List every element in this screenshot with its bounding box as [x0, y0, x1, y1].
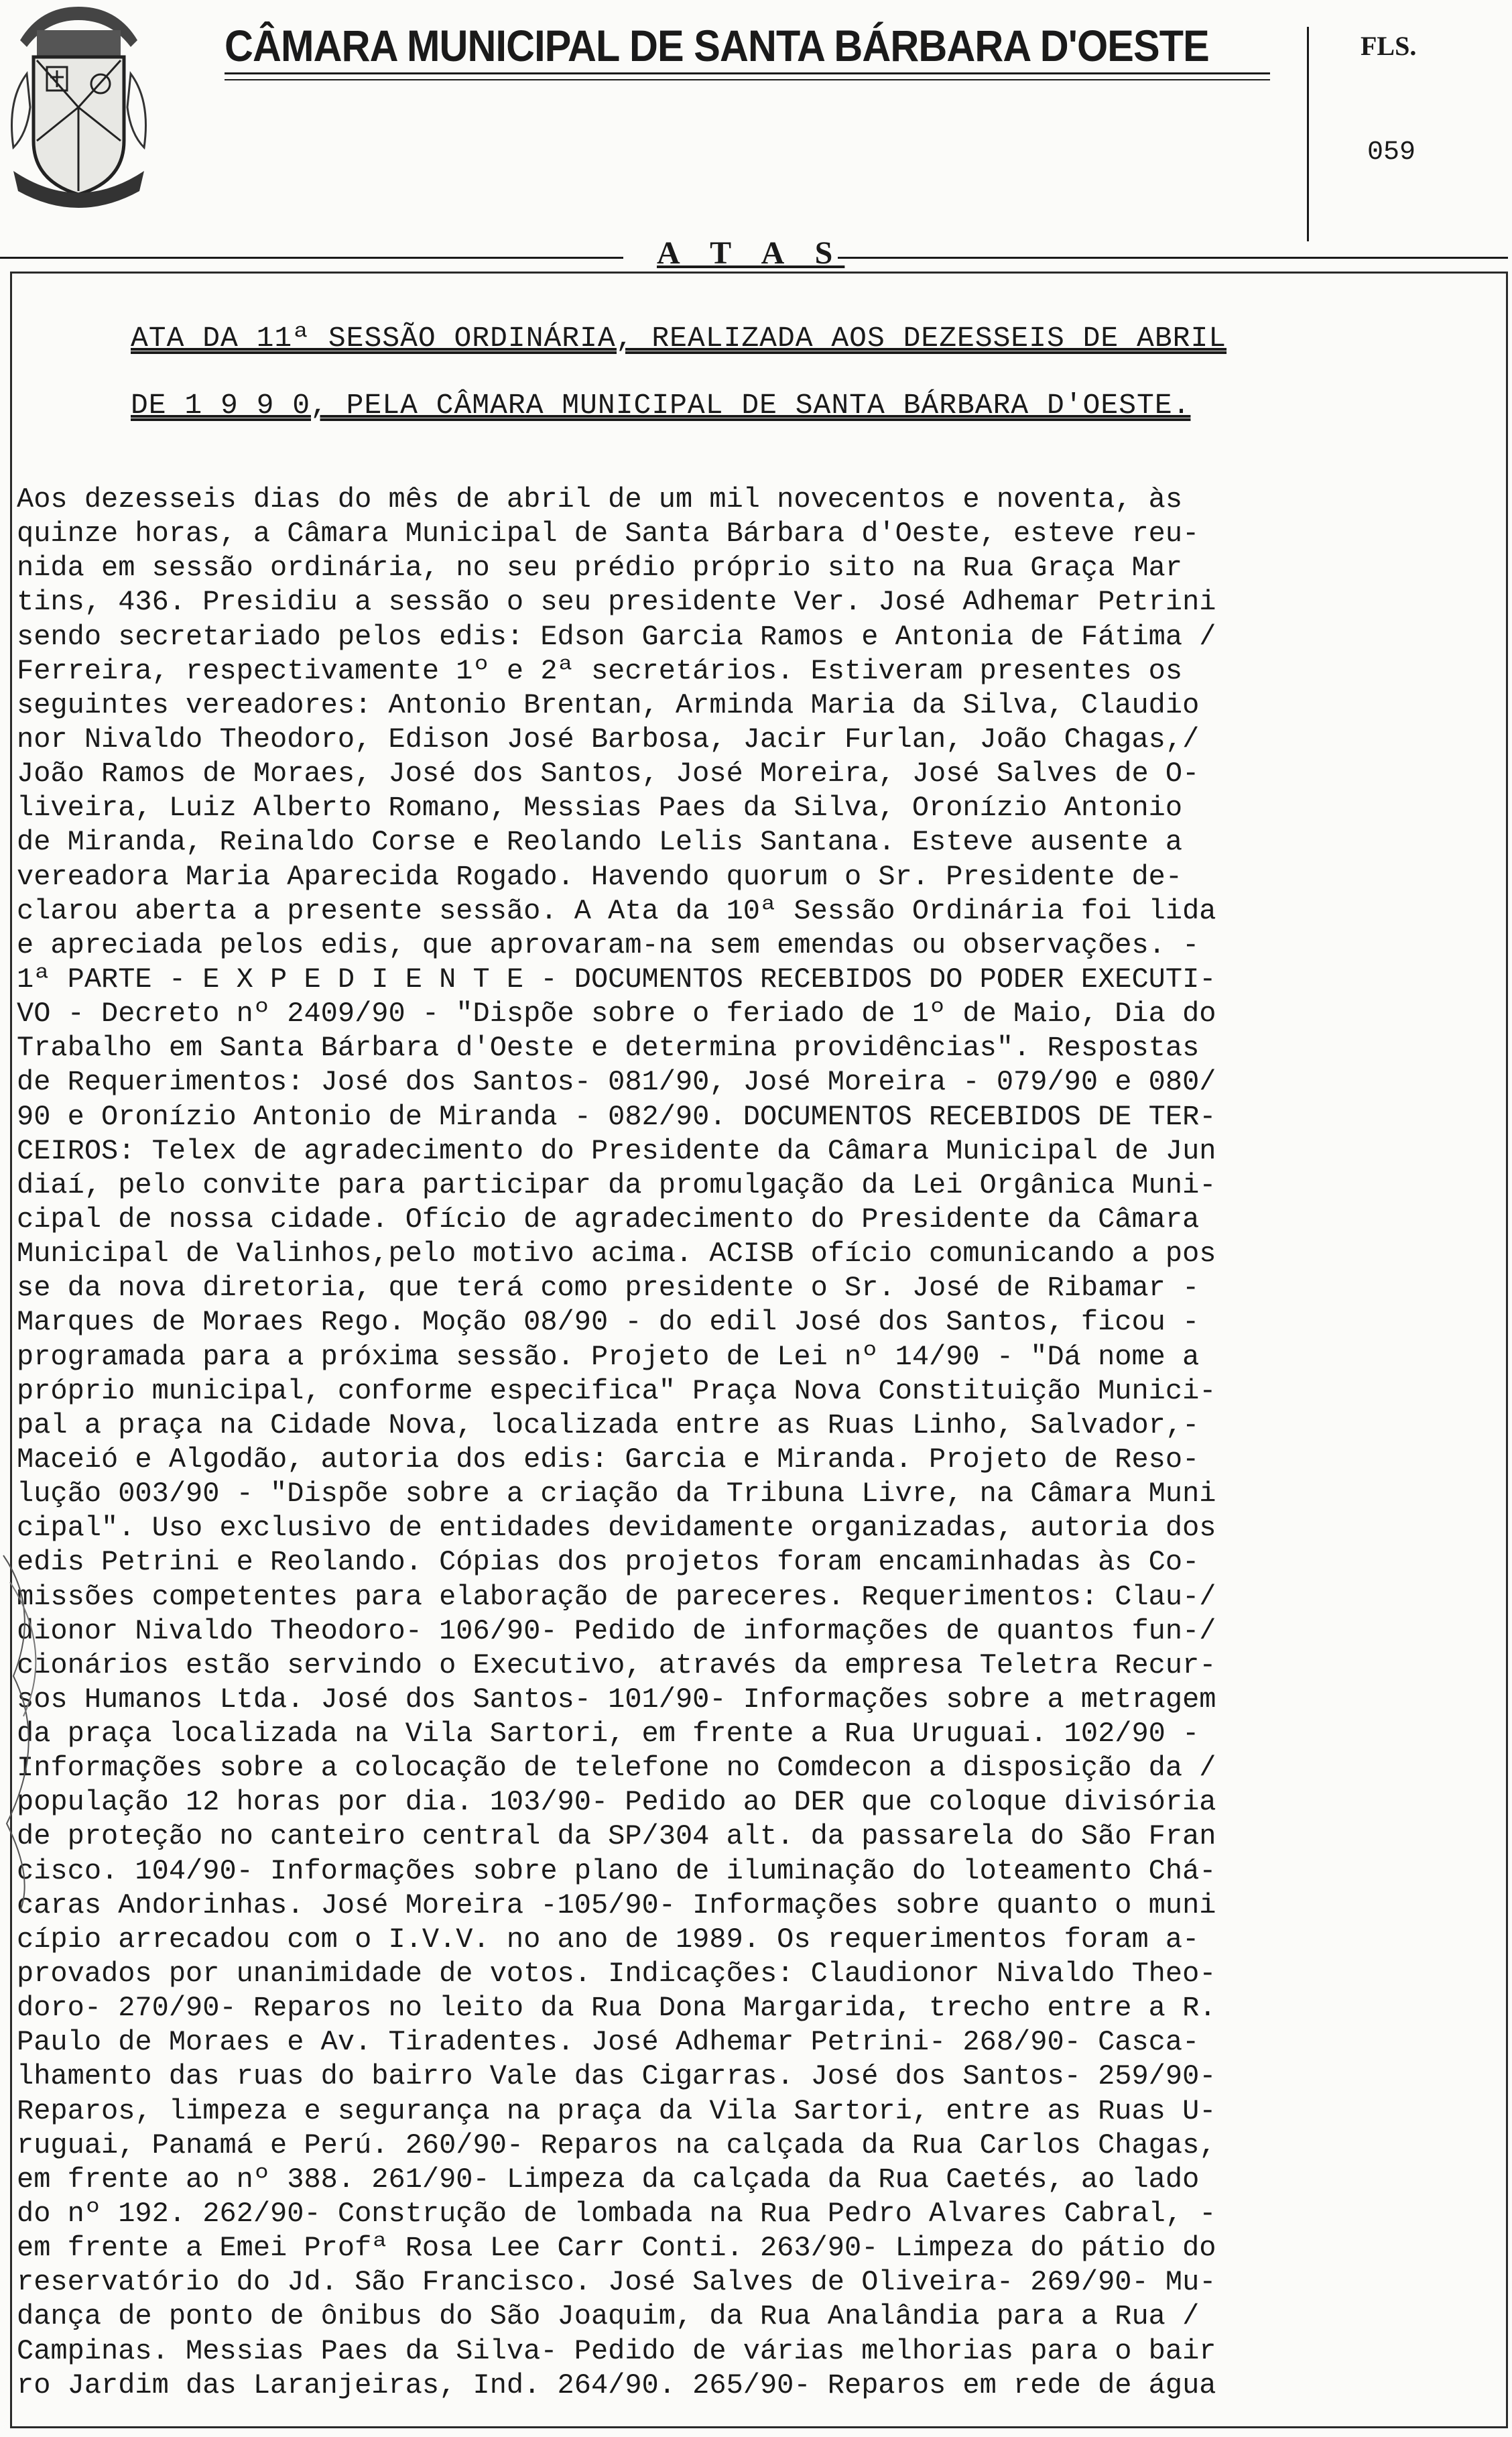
text-line: programada para a próxima sessão. Projeto de Lei nº 14/90 - "Dá nome a: [17, 1340, 1200, 1373]
municipal-coat-of-arms-icon: [0, 0, 158, 215]
text-line: João Ramos de Moraes, José dos Santos, José Moreira, José Salves de O-: [17, 758, 1200, 790]
text-line: Municipal de Valinhos,pelo motivo acima. ACISB ofício comunicando a pos: [17, 1238, 1216, 1270]
fls-divider: [1307, 27, 1309, 241]
text-line: em frente ao nº 388. 261/90- Limpeza da calçada da Rua Caetés, ao lado: [17, 2163, 1200, 2196]
text-line: nor Nivaldo Theodoro, Edison José Barbosa, Jacir Furlan, João Chagas,/: [17, 723, 1200, 756]
text-line: cipal de nossa cidade. Ofício de agradecimento do Presidente da Câmara: [17, 1203, 1200, 1236]
section-rule-left: [0, 257, 623, 259]
text-line: e apreciada pelos edis, que aprovaram-na sem emendas ou observações. -: [17, 929, 1200, 961]
text-line: Trabalho em Santa Bárbara d'Oeste e determina providências". Respostas: [17, 1032, 1200, 1065]
text-line: em frente a Emei Profª Rosa Lee Carr Conti. 263/90- Limpeza do pátio do: [17, 2232, 1216, 2265]
text-line: diaí, pelo convite para participar da promulgação da Lei Orgânica Muni-: [17, 1169, 1216, 1201]
text-line: Reparos, limpeza e segurança na praça da Vila Sartori, entre as Ruas U-: [17, 2094, 1216, 2127]
text-line: dionor Nivaldo Theodoro- 106/90- Pedido de informações de quantos fun-/: [17, 1614, 1216, 1647]
title-underline: [225, 72, 1270, 74]
text-line: Campinas. Messias Paes da Silva- Pedido de várias melhorias para o bair: [17, 2334, 1216, 2367]
text-line: reservatório do Jd. São Francisco. José Salves de Oliveira- 269/90- Mu-: [17, 2266, 1216, 2299]
text-line: Aos dezesseis dias do mês de abril de um mil novecentos e noventa, às: [17, 483, 1183, 516]
text-line: tins, 436. Presidiu a sessão o seu presidente Ver. José Adhemar Petrini: [17, 586, 1216, 619]
minutes-heading-line-1: ATA DA 11ª SESSÃO ORDINÁRIA, REALIZADA AOS DEZESSEIS DE ABRIL: [131, 322, 1227, 355]
text-line: cisco. 104/90- Informações sobre plano de iluminação do loteamento Chá-: [17, 1854, 1216, 1887]
text-line: pal a praça na Cidade Nova, localizada entre as Ruas Linho, Salvador,-: [17, 1409, 1200, 1441]
text-line: dança de ponto de ônibus do São Joaquim, da Rua Analândia para a Rua /: [17, 2300, 1200, 2333]
text-line: caras Andorinhas. José Moreira -105/90- Informações sobre quanto o muni: [17, 1889, 1216, 1921]
text-line: vereadora Maria Aparecida Rogado. Havendo quorum o Sr. Presidente de-: [17, 860, 1183, 893]
text-line: 1ª PARTE - E X P E D I E N T E - DOCUMENTOS RECEBIDOS DO PODER EXECUTI-: [17, 963, 1216, 996]
text-line: ruguai, Panamá e Perú. 260/90- Reparos na calçada da Rua Carlos Chagas,: [17, 2129, 1216, 2161]
text-line: seguintes vereadores: Antonio Brentan, Arminda Maria da Silva, Claudio: [17, 689, 1200, 721]
minutes-heading-line-2: DE 1 9 9 0, PELA CÂMARA MUNICIPAL DE SANTA BÁRBARA D'OESTE.: [131, 389, 1191, 422]
text-line: cípio arrecadou com o I.V.V. no ano de 1989. Os requerimentos foram a-: [17, 1923, 1200, 1956]
margin-scribble-icon: [0, 1542, 60, 1917]
minutes-body: [17, 483, 1464, 2437]
section-rule-right: [838, 257, 1508, 259]
text-line: Paulo de Moraes e Av. Tiradentes. José Adhemar Petrini- 268/90- Casca-: [17, 2026, 1200, 2059]
text-line: lução 003/90 - "Dispõe sobre a criação da Tribuna Livre, na Câmara Muni: [17, 1478, 1216, 1510]
text-line: Informações sobre a colocação de telefone no Comdecon a disposição da /: [17, 1752, 1216, 1785]
text-line: sendo secretariado pelos edis: Edson Garcia Ramos e Antonia de Fátima /: [17, 620, 1216, 653]
text-line: Ferreira, respectivamente 1º e 2ª secretários. Estiveram presentes os: [17, 654, 1183, 687]
text-line: CEIROS: Telex de agradecimento do Presidente da Câmara Municipal de Jun: [17, 1134, 1216, 1167]
fls-label: FLS.: [1361, 31, 1417, 61]
text-line: nida em sessão ordinária, no seu prédio próprio sito na Rua Graça Mar: [17, 552, 1183, 585]
text-line: missões competentes para elaboração de pareceres. Requerimentos: Clau-/: [17, 1580, 1216, 1613]
text-line: [17, 2403, 1464, 2437]
title-underline-double: [225, 79, 1270, 80]
text-line: VO - Decreto nº 2409/90 - "Dispõe sobre o feriado de 1º de Maio, Dia do: [17, 998, 1216, 1030]
text-line: de Requerimentos: José dos Santos- 081/90, José Moreira - 079/90 e 080/: [17, 1066, 1216, 1099]
text-line: população 12 horas por dia. 103/90- Pedido ao DER que coloque divisória: [17, 1786, 1216, 1819]
text-line: liveira, Luiz Alberto Romano, Messias Paes da Silva, Oronízio Antonio: [17, 792, 1183, 825]
text-line: cipal". Uso exclusivo de entidades devidamente organizadas, autoria dos: [17, 1512, 1216, 1545]
text-line: quinze horas, a Câmara Municipal de Santa Bárbara d'Oeste, esteve reu-: [17, 518, 1200, 550]
text-line: se da nova diretoria, que terá como presidente o Sr. José de Ribamar -: [17, 1272, 1200, 1305]
text-line: de proteção no canteiro central da SP/304 alt. da passarela do São Fran: [17, 1820, 1216, 1853]
text-line: Marques de Moraes Rego. Moção 08/90 - do edil José dos Santos, ficou -: [17, 1306, 1200, 1339]
text-line: 90 e Oronízio Antonio de Miranda - 082/90. DOCUMENTOS RECEBIDOS DE TER-: [17, 1100, 1216, 1133]
text-line: clarou aberta a presente sessão. A Ata da 10ª Sessão Ordinária foi lida: [17, 894, 1216, 927]
page-number: 059: [1367, 137, 1416, 168]
text-line: cionários estão servindo o Executivo, através da empresa Teletra Recur-: [17, 1649, 1216, 1681]
text-line: Maceió e Algodão, autoria dos edis: Garcia e Miranda. Projeto de Reso-: [17, 1443, 1200, 1476]
text-line: da praça localizada na Vila Sartori, em frente a Rua Uruguai. 102/90 -: [17, 1718, 1200, 1750]
text-line: sos Humanos Ltda. José dos Santos- 101/90- Informações sobre a metragem: [17, 1683, 1216, 1716]
chamber-title: CÂMARA MUNICIPAL DE SANTA BÁRBARA D'OESTE: [225, 21, 1209, 70]
text-line: lhamento das ruas do bairro Vale das Cigarras. José dos Santos- 259/90-: [17, 2060, 1216, 2093]
text-line: doro- 270/90- Reparos no leito da Rua Dona Margarida, trecho entre a R.: [17, 1992, 1216, 2025]
text-line: provados por unanimidade de votos. Indicações: Claudionor Nivaldo Theo-: [17, 1958, 1216, 1990]
text-line: de Miranda, Reinaldo Corse e Reolando Lelis Santana. Esteve ausente a: [17, 826, 1183, 859]
text-line: ro Jardim das Laranjeiras, Ind. 264/90. 265/90- Reparos em rede de água: [17, 2369, 1216, 2401]
text-line: edis Petrini e Reolando. Cópias dos projetos foram encaminhadas às Co-: [17, 1546, 1200, 1579]
section-title: A T A S: [657, 235, 845, 271]
text-line: próprio municipal, conforme especifica" Praça Nova Constituição Munici-: [17, 1374, 1216, 1407]
text-line: do nº 192. 262/90- Construção de lombada na Rua Pedro Alvares Cabral, -: [17, 2198, 1216, 2231]
